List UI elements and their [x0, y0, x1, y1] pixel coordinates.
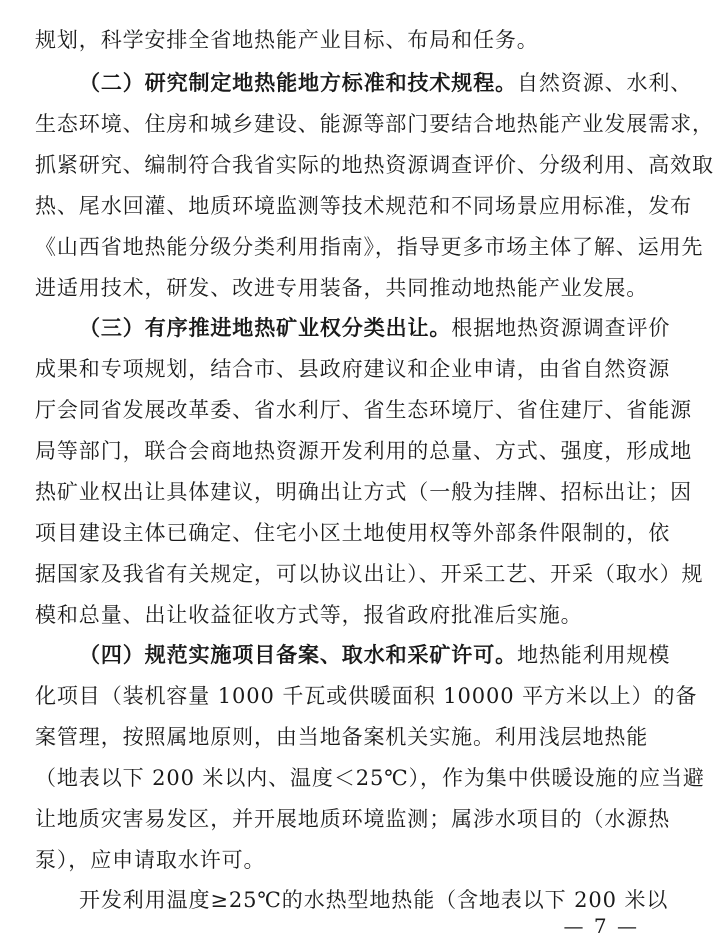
text-line: 抓紧研究、编制符合我省实际的地热资源调查评价、分级利用、高效取: [35, 153, 714, 177]
section-heading: （四）规范实施项目备案、取水和采矿许可。: [79, 642, 517, 667]
text-line: 模和总量、出让收益征收方式等，报省政府批准后实施。: [35, 603, 583, 627]
text-line: 生态环境、住房和城乡建设、能源等部门要结合地热能产业发展需求，: [35, 112, 714, 136]
text-run: 自然资源、水利、: [517, 71, 693, 95]
section-heading-line: [79, 310, 671, 346]
text-run: 地热能利用规模: [517, 643, 671, 667]
text-line: 厅会同省发展改革委、省水利厅、省生态环境厅、省住建厅、省能源: [35, 398, 692, 422]
text-line: 案管理，按照属地原则，由当地备案机关实施。利用浅层地热能: [35, 725, 649, 749]
text-line: 局等部门，联合会商地热资源开发利用的总量、方式、强度，形成地: [35, 439, 692, 463]
page-number: — 7 —: [563, 914, 639, 938]
text-line: 项目建设主体已确定、住宅小区土地使用权等外部条件限制的，依: [35, 521, 671, 545]
text-line: 《山西省地热能分级分类利用指南》，指导更多市场主体了解、运用先: [35, 235, 704, 259]
text-line: 开发利用温度≥25℃的水热型地热能（含地表以下 200 米以: [79, 888, 669, 912]
text-line: 让地质灾害易发区，并开展地质环境监测；属涉水项目的（水源热: [35, 807, 671, 831]
text-line: 进适用技术，研发、改进专用装备，共同推动地热能产业发展。: [35, 276, 649, 300]
text-line: 泵），应申请取水许可。: [35, 848, 266, 872]
text-line: 据国家及我省有关规定，可以协议出让）、开采工艺、开采（取水）规: [35, 562, 704, 586]
section-heading-line: [79, 637, 671, 673]
text-line: 化项目（装机容量 1000 千瓦或供暖面积 10000 平方米以上）的备: [35, 684, 698, 708]
section-heading: （三）有序推进地热矿业权分类出让。: [79, 315, 452, 340]
section-heading: （二）研究制定地热能地方标准和技术规程。: [79, 70, 517, 95]
text-run: 根据地热资源调查评价: [451, 316, 671, 340]
text-line: 成果和专项规划，结合市、县政府建议和企业申请，由省自然资源: [35, 357, 671, 381]
text-line: 热矿业权出让具体建议，明确出让方式（一般为挂牌、招标出让；因: [35, 480, 692, 504]
text-line: 热、尾水回灌、地质环境监测等技术规范和不同场景应用标准，发布: [35, 194, 692, 218]
section-heading-line: [79, 65, 693, 101]
text-line: 规划，科学安排全省地热能产业目标、布局和任务。: [35, 28, 539, 52]
text-line: （地表以下 200 米以内、温度＜25℃），作为集中供暖设施的应当避: [35, 766, 705, 790]
